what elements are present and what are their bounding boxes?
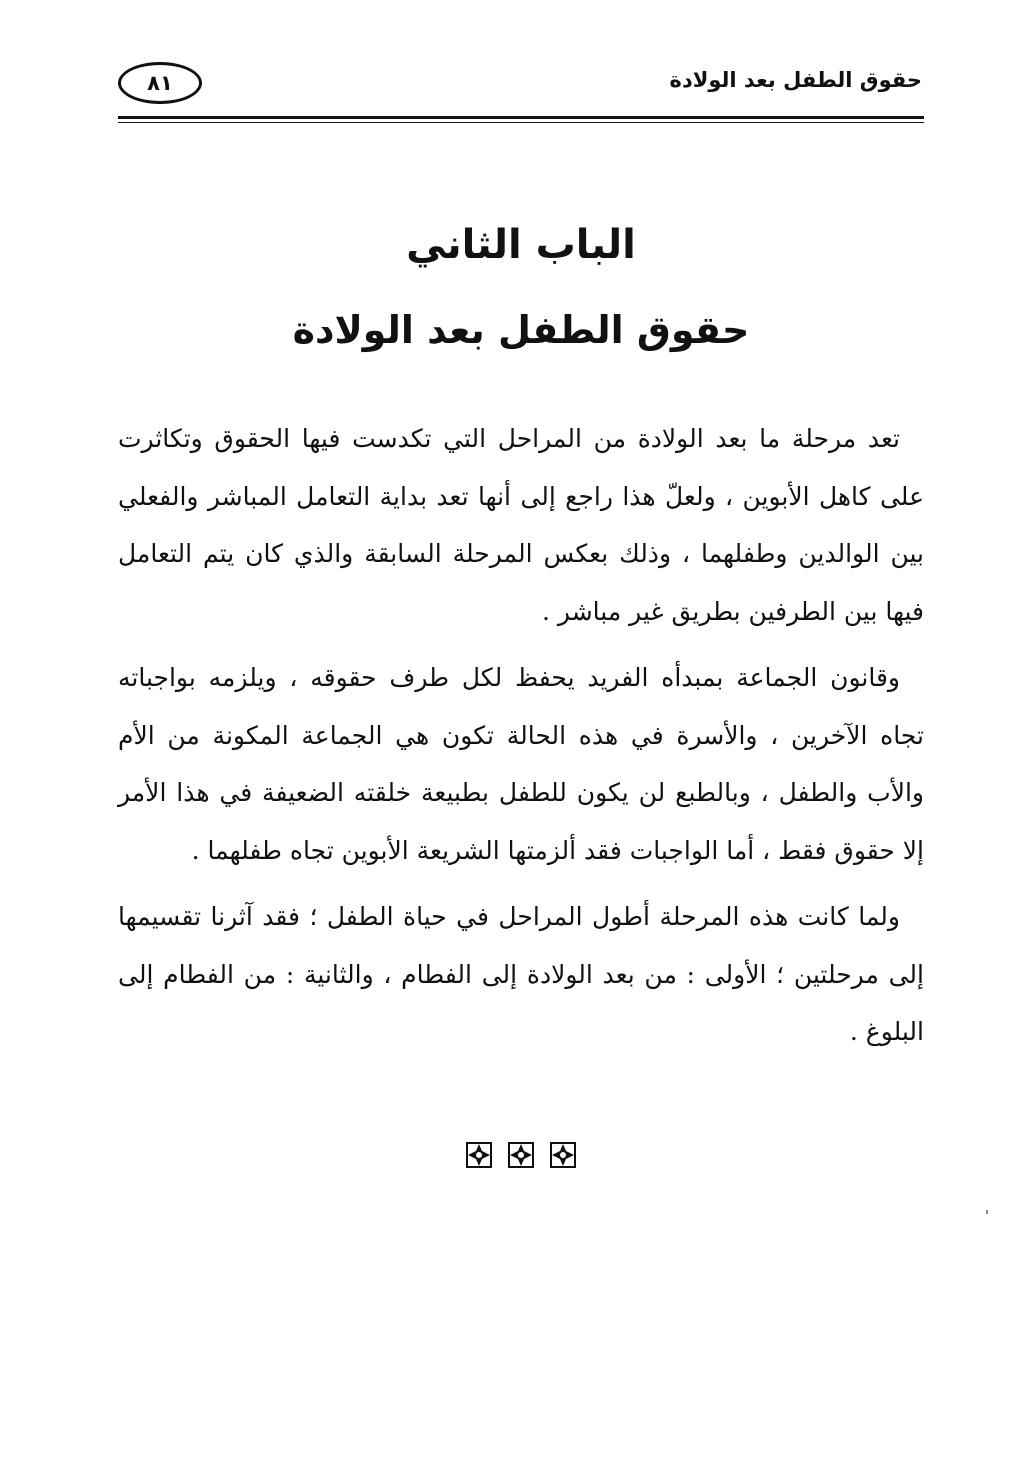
scan-speck	[986, 1210, 988, 1214]
section-end-ornament	[118, 1140, 924, 1170]
running-header	[118, 58, 924, 110]
chapter-title: حقوق الطفل بعد الولادة	[292, 308, 750, 352]
paragraph-3: ولما كانت هذه المرحلة أطول المراحل في حياة الطفل ؛ فقد آثرنا تقسيمها إلى مرحلتين ؛ الأولى : من بعد الولادة إلى الفطام ، والثانية : من الفطام إلى البلوغ .	[118, 902, 924, 1046]
header-rule-thin	[118, 122, 924, 123]
page-number: ٨١	[118, 62, 202, 104]
body-text	[118, 410, 924, 1070]
paragraph-2: وقانون الجماعة بمبدأه الفريد يحفظ لكل طرف حقوقه ، ويلزمه بواجباته تجاه الآخرين ، والأسرة في هذه الحالة تكون هي الجماعة المكونة من الأم والأب والطفل ، وبالطبع لن يكون للطفل بطبيعة خلقته الضعيفة في هذا الأمر إلا حقوق فقط ، أما الواجبات فقد ألزمتها الشريعة الأبوين تجاه طفلهما .	[118, 663, 924, 865]
floral-ornament-icon	[506, 1140, 536, 1170]
paragraph-1: تعد مرحلة ما بعد الولادة من المراحل التي تكدست فيها الحقوق وتكاثرت على كاهل الأبوين ، ولعلّ هذا راجع إلى أنها تعد بداية التعامل المباشر والفعلي بين الوالدين وطفلهما ، وذلك بعكس المرحلة السابقة والذي كان يتم التعامل فيها بين الطرفين بطريق غير مباشر .	[118, 424, 924, 626]
chapter-label: الباب الثاني	[406, 222, 636, 268]
header-rule-thick	[118, 116, 924, 119]
floral-ornament-icon	[464, 1140, 494, 1170]
running-title: حقوق الطفل بعد الولادة	[669, 68, 922, 92]
floral-ornament-icon	[548, 1140, 578, 1170]
